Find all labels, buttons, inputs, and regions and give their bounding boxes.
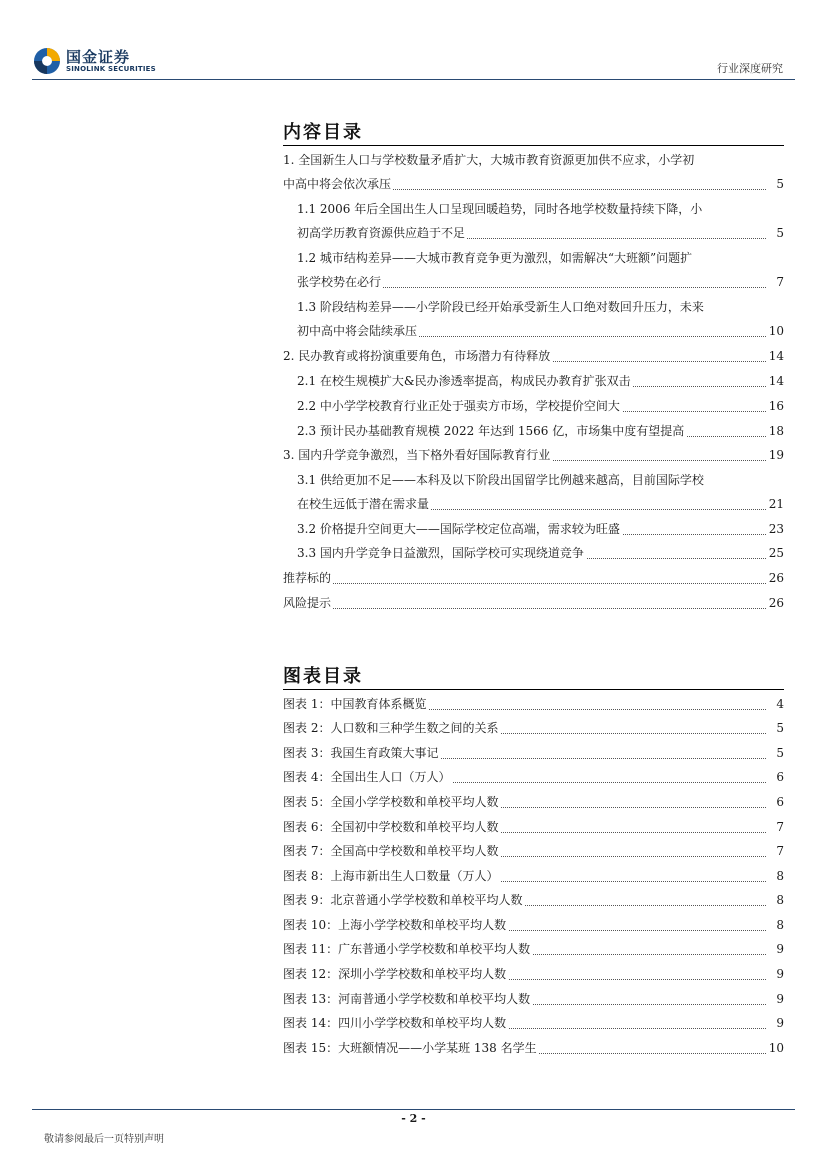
figure-page-number: 7 xyxy=(774,839,784,863)
disclaimer-note: 敬请参阅最后一页特别声明 xyxy=(44,1134,164,1145)
figure-label: 图表 12：深圳小学学校数和单校平均人数 xyxy=(283,962,508,986)
toc-entry-text: 初高学历教育资源供应趋于不足 xyxy=(297,221,467,245)
toc-page-number: 14 xyxy=(767,369,784,393)
toc-entry-3[interactable] xyxy=(283,443,784,467)
toc-entry-1-1-cont[interactable] xyxy=(297,221,784,245)
dot-leader xyxy=(283,583,766,584)
header-divider xyxy=(32,79,795,80)
figure-entry[interactable] xyxy=(283,987,784,1011)
figure-page-number: 5 xyxy=(774,716,784,740)
figure-entry[interactable] xyxy=(283,815,784,839)
figure-label: 图表 2：人口数和三种学生数之间的关系 xyxy=(283,716,500,740)
toc-entry-3-2[interactable] xyxy=(297,517,784,541)
toc-entry-text: 初中高中将会陆续承压 xyxy=(297,319,419,343)
toc-entry-text: 1.1 2006 年后全国出生人口呈现回暖趋势，同时各地学校数量持续下降，小 xyxy=(297,197,704,221)
toc-page-number: 7 xyxy=(774,270,784,294)
footer-divider xyxy=(32,1109,795,1110)
toc-entry-text: 风险提示 xyxy=(283,591,333,615)
figure-page-number: 9 xyxy=(774,1011,784,1035)
figure-label: 图表 7：全国高中学校数和单校平均人数 xyxy=(283,839,500,863)
figure-label: 图表 6：全国初中学校数和单校平均人数 xyxy=(283,815,500,839)
toc-page-number: 25 xyxy=(767,541,784,565)
figure-page-number: 8 xyxy=(774,888,784,912)
figure-entry[interactable] xyxy=(283,839,784,863)
toc-page-number: 18 xyxy=(767,419,784,443)
toc-page-number: 16 xyxy=(767,394,784,418)
toc-entry-text: 3. 国内升学竞争激烈，当下格外看好国际教育行业 xyxy=(283,443,552,467)
figure-entry[interactable] xyxy=(283,913,784,937)
figure-entry[interactable] xyxy=(283,888,784,912)
figures-title-underline xyxy=(283,689,784,690)
toc-entry-3-3[interactable] xyxy=(297,541,784,565)
toc-entry-text: 中高中将会依次承压 xyxy=(283,172,393,196)
figure-label: 图表 8：上海市新出生人口数量（万人） xyxy=(283,864,500,888)
report-type: 行业深度研究 xyxy=(717,62,783,75)
figure-page-number: 10 xyxy=(767,1036,784,1060)
toc-entry-1-1[interactable] xyxy=(297,197,784,221)
toc-page-number: 21 xyxy=(767,492,784,516)
figure-page-number: 5 xyxy=(774,741,784,765)
figure-entry[interactable] xyxy=(283,1036,784,1060)
figure-label: 图表 9：北京普通小学学校数和单校平均人数 xyxy=(283,888,524,912)
toc-entry-text: 在校生远低于潜在需求量 xyxy=(297,492,431,516)
figure-page-number: 7 xyxy=(774,815,784,839)
toc-title: 内容目录 xyxy=(283,122,363,143)
toc-title-underline xyxy=(283,145,784,146)
toc-page-number: 19 xyxy=(767,443,784,467)
figure-label: 图表 1：中国教育体系概览 xyxy=(283,692,428,716)
figure-label: 图表 4：全国出生人口（万人） xyxy=(283,765,452,789)
toc-entry-text: 推荐标的 xyxy=(283,566,333,590)
toc-entry-2[interactable] xyxy=(283,344,784,368)
toc-entry-text: 1.3 阶段结构差异——小学阶段已经开始承受新生人口绝对数回升压力，未来 xyxy=(297,295,706,319)
toc-entry-1-3[interactable] xyxy=(297,295,784,319)
toc-entry-2-3[interactable] xyxy=(297,419,784,443)
page-number: - 2 - xyxy=(401,1112,426,1125)
sinolink-logo-icon xyxy=(32,46,62,76)
figure-label: 图表 15：大班额情况——小学某班 138 名学生 xyxy=(283,1036,539,1060)
logo-chinese-name: 国金证券 xyxy=(66,48,131,66)
figure-page-number: 6 xyxy=(774,790,784,814)
figure-entry[interactable] xyxy=(283,1011,784,1035)
figure-page-number: 8 xyxy=(774,864,784,888)
figure-page-number: 6 xyxy=(774,765,784,789)
figure-page-number: 9 xyxy=(774,962,784,986)
toc-entry-1-2-cont[interactable] xyxy=(297,270,784,294)
toc-entry-3-1[interactable] xyxy=(297,468,784,492)
toc-page-number: 26 xyxy=(767,591,784,615)
toc-page-number: 14 xyxy=(767,344,784,368)
toc-entry-2-1[interactable] xyxy=(297,369,784,393)
toc-entry-1-2[interactable] xyxy=(297,246,784,270)
figures-title: 图表目录 xyxy=(283,666,363,687)
figure-entry[interactable] xyxy=(283,864,784,888)
toc-entry-text: 1. 全国新生人口与学校数量矛盾扩大，大城市教育资源更加供不应求，小学初 xyxy=(283,148,696,172)
figure-entry[interactable] xyxy=(283,741,784,765)
toc-entry-text: 3.3 国内升学竞争日益激烈，国际学校可实现绕道竞争 xyxy=(297,541,586,565)
toc-entry-2-2[interactable] xyxy=(297,394,784,418)
figure-label: 图表 11：广东普通小学学校数和单校平均人数 xyxy=(283,937,532,961)
toc-entry-1[interactable] xyxy=(283,148,784,172)
toc-entry-text: 2. 民办教育或将扮演重要角色，市场潜力有待释放 xyxy=(283,344,552,368)
dot-leader xyxy=(283,608,766,609)
toc-page-number: 23 xyxy=(767,517,784,541)
figure-label: 图表 14：四川小学学校数和单校平均人数 xyxy=(283,1011,508,1035)
figure-entry[interactable] xyxy=(283,692,784,716)
figure-entry[interactable] xyxy=(283,962,784,986)
toc-entry-3-1-cont[interactable] xyxy=(297,492,784,516)
logo-english-name: SINOLINK SECURITIES xyxy=(66,65,156,73)
toc-entry-1-cont[interactable] xyxy=(283,172,784,196)
figure-label: 图表 13：河南普通小学学校数和单校平均人数 xyxy=(283,987,532,1011)
figure-entry[interactable] xyxy=(283,790,784,814)
figure-label: 图表 3：我国生育政策大事记 xyxy=(283,741,440,765)
toc-entry-text: 2.3 预计民办基础教育规模 2022 年达到 1566 亿，市场集中度有望提高 xyxy=(297,419,686,443)
figure-label: 图表 10：上海小学学校数和单校平均人数 xyxy=(283,913,508,937)
figure-entry[interactable] xyxy=(283,716,784,740)
page-header xyxy=(0,0,827,90)
figure-page-number: 9 xyxy=(774,937,784,961)
toc-entry-text: 2.1 在校生规模扩大&民办渗透率提高，构成民办教育扩张双击 xyxy=(297,369,633,393)
figure-page-number: 9 xyxy=(774,987,784,1011)
toc-entry-text: 1.2 城市结构差异——大城市教育竞争更为激烈，如需解决“大班额”问题扩 xyxy=(297,246,694,270)
company-logo xyxy=(32,44,172,78)
toc-entry-text: 张学校势在必行 xyxy=(297,270,383,294)
toc-page-number: 10 xyxy=(767,319,784,343)
figure-page-number: 8 xyxy=(774,913,784,937)
figure-page-number: 4 xyxy=(774,692,784,716)
figure-label: 图表 5：全国小学学校数和单校平均人数 xyxy=(283,790,500,814)
toc-entry-text: 2.2 中小学学校教育行业正处于强卖方市场，学校提价空间大 xyxy=(297,394,622,418)
toc-entry-text: 3.1 供给更加不足——本科及以下阶段出国留学比例越来越高，目前国际学校 xyxy=(297,468,706,492)
toc-page-number: 5 xyxy=(774,172,784,196)
figure-entry[interactable] xyxy=(283,937,784,961)
toc-entry-1-3-cont[interactable] xyxy=(297,319,784,343)
toc-entry-risk[interactable] xyxy=(283,591,784,615)
toc-page-number: 26 xyxy=(767,566,784,590)
toc-entry-text: 3.2 价格提升空间更大——国际学校定位高端，需求较为旺盛 xyxy=(297,517,622,541)
toc-entry-recommendations[interactable] xyxy=(283,566,784,590)
figure-entry[interactable] xyxy=(283,765,784,789)
toc-page-number: 5 xyxy=(774,221,784,245)
